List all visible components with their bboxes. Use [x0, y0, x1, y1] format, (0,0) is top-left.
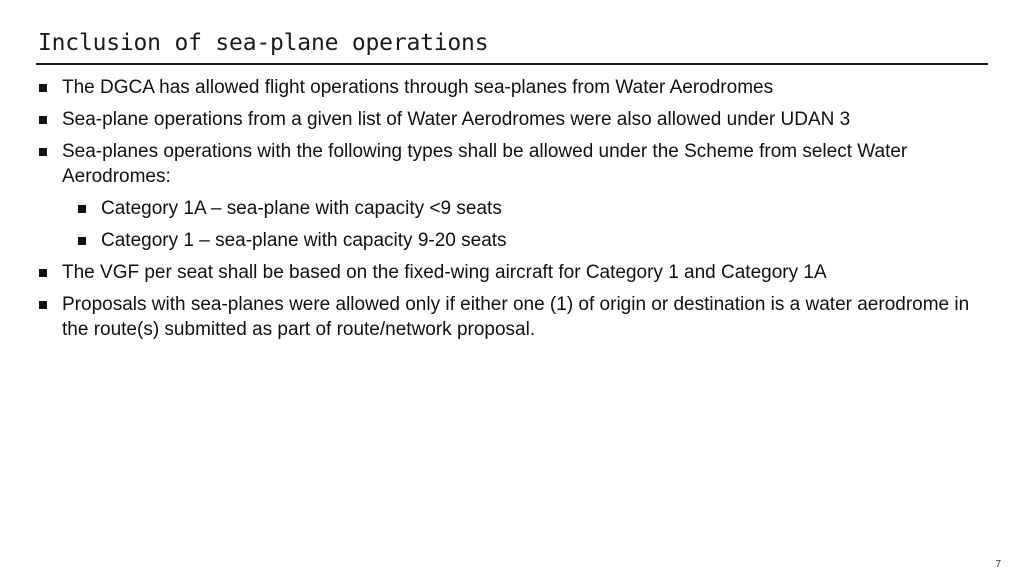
bullet-text: Proposals with sea-planes were allowed only if either one (1) of origin or destination is a water aerodrome in the route(s) submitted as part of route/network proposal.: [62, 294, 970, 340]
slide-title: Inclusion of sea-plane operations: [38, 30, 489, 56]
square-bullet-icon: [39, 301, 47, 309]
bullet-text: Sea-plane operations from a given list of Water Aerodromes were also allowed under UDAN 3: [62, 109, 851, 130]
square-bullet-icon: [39, 269, 47, 277]
bullet-item: [38, 139, 978, 189]
sub-bullet-item: [77, 196, 978, 221]
square-bullet-icon: [39, 116, 47, 124]
bullet-item: [38, 292, 978, 342]
bullet-item: [38, 75, 978, 100]
square-bullet-icon: [39, 148, 47, 156]
bullet-text: Sea-planes operations with the following types shall be allowed under the Scheme from select Water Aerodromes:: [62, 141, 908, 187]
bullet-text: The DGCA has allowed flight operations through sea-planes from Water Aerodromes: [62, 77, 774, 98]
sub-bullet-text: Category 1A – sea-plane with capacity <9 seats: [101, 198, 502, 219]
square-bullet-icon: [78, 237, 86, 245]
bullet-item: [38, 260, 978, 285]
bullet-item: [38, 107, 978, 132]
page-number: 7: [995, 559, 1001, 570]
title-divider: [36, 63, 988, 65]
sub-bullet-item: [77, 228, 978, 253]
bullet-text: The VGF per seat shall be based on the fixed-wing aircraft for Category 1 and Category 1A: [62, 262, 827, 283]
bullet-list: [38, 75, 978, 349]
square-bullet-icon: [39, 84, 47, 92]
sub-bullet-text: Category 1 – sea-plane with capacity 9-20 seats: [101, 230, 507, 251]
square-bullet-icon: [78, 205, 86, 213]
